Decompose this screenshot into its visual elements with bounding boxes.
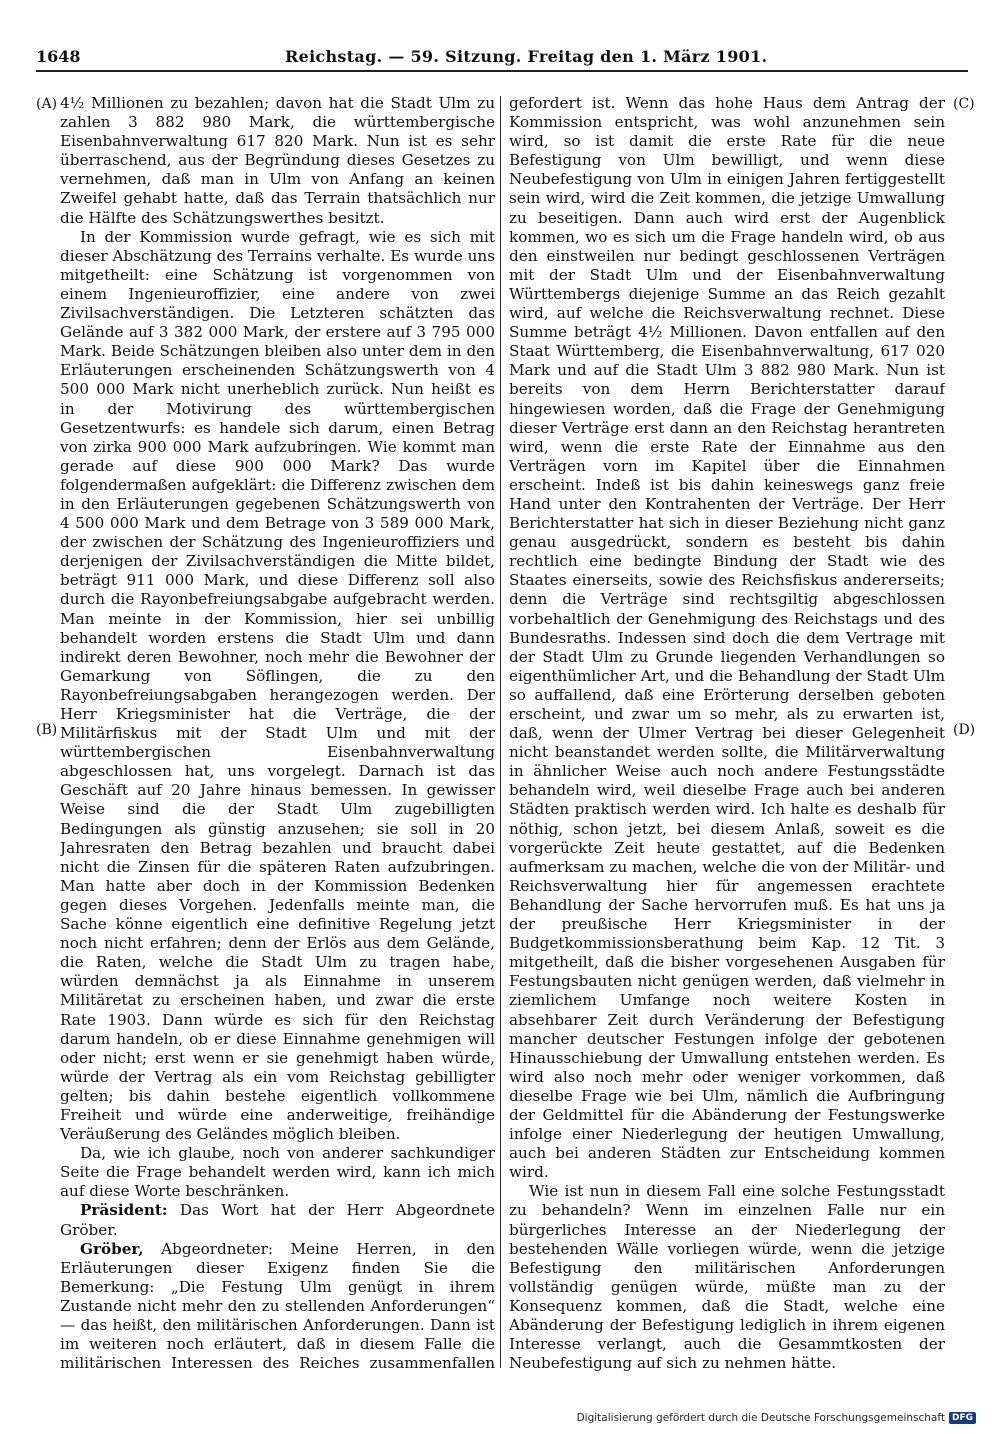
speech-text: Abgeordneter: Meine Herren, in den Erläuterungen dieser Exigenz finden Sie die Bemerkung: „Die Festung Ulm genügt in ihrem Zustande nicht mehr den zu stellenden Anforderungen“ — das heißt, den militärischen Anforderungen. Dann ist im weiteren noch erläutert, daß in diesem Falle die militärischen Interessen des Reiches zusammenfallen: [60, 1239, 495, 1372]
paragraph: Da, wie ich glaube, noch von anderer sachkundiger Seite die Frage behandelt werden wird, kann ich mich auf diese Worte beschränken.: [60, 1144, 495, 1201]
paragraph: Wie ist nun in diesem Fall eine solche Festungsstadt zu behandeln? Wenn im einzelnen Falle nur ein bürgerliches Interesse an der Niederlegung der bestehenden Wälle vorliegen würde, wenn die jetzige Befestigung den militärischen Anforderungen vollständig genügen würde, müßte man zu der Konsequenz kommen, daß die Stadt, welche eine Abänderung der Befestigung lediglich in ihrem eigenen Interesse verlangt, auch die Gesammtkosten der Neubefestigung auf sich zu nehmen hätte.: [509, 1182, 945, 1372]
paragraph: gefordert ist. Wenn das hohe Haus dem Antrag der Kommission entspricht, was wohl anzunehmen sein wird, so ist damit die erste Rate für die neue Befestigung von Ulm bewilligt, und wenn diese Neubefestigung von Ulm in einigen Jahren fertiggestellt sein wird, wird die Zeit kommen, die jetzige Umwallung zu beseitigen. Dann auch wird erst der Augenblick kommen, wo es sich um die Frage handeln wird, ob aus den einstweilen nur bedingt geschlossenen Verträgen mit der Stadt Ulm und der Eisenbahnverwaltung Württembergs diejenige Summe an das Reich gezahlt wird, auf welche die Reichsverwaltung rechnet. Diese Summe beträgt 4½ Millionen. Davon entfallen auf den Staat Württemberg, die Eisenbahnverwaltung, 617 020 Mark und auf die Stadt Ulm 3 882 980 Mark. Nun ist bereits von dem Herrn Berichterstatter darauf hingewiesen worden, daß die Frage der Genehmigung dieser Verträge erst dann an den Reichstag herantreten wird, wenn die erste Rate der Einnahme aus den Verträgen vorn im Kapitel über die Einnahmen erscheint. Indeß ist bis dahin keineswegs ganz freie Hand unter den Kontrahenten der Verträge. Der Herr Berichterstatter hat sich in dieser Beziehung nicht ganz genau ausgedrückt, sondern es besteht bis dahin rechtlich eine bedingte Bindung der Stadt wie des Staates einerseits, sowie des Reichsfiskus andererseits; denn die Verträge sind rechtsgiltig abgeschlossen vorbehaltlich der Genehmigung des Reichstags und des Bundesraths. Indessen sind doch die dem Vertrage mit der Stadt Ulm zu Grunde liegenden Verhandlungen so eigenthümlicher Art, und die Behandlung der Stadt Ulm so auffallend, daß eine Erörterung derselben geboten erscheint, und zwar um so mehr, als zu erwarten ist, daß, wenn der Ulmer Vertrag bei dieser Gelegenheit nicht beanstandet werden sollte, die Militärverwaltung in ähnlicher Weise auch noch andere Festungsstädte behandeln wird, weil dieselbe Frage auch bei anderen Städten praktisch werden wird. Ich halte es deshalb für nöthig, schon jetzt, bei diesem Anlaß, soweit es die vorgerückte Zeit heute gestattet, auf die Bedenken aufmerksam zu machen, welche die von der Militär- und Reichsverwaltung hier für angemessen erachtete Behandlung der Sache hervorrufen muß. Es hat uns ja der preußische Herr Kriegsminister in der Budgetkommissionsberathung beim Kap. 12 Tit. 3 mitgetheilt, daß die bisher vorgesehenen Ausgaben für Festungsbauten nicht genügen werden, daß vielmehr in ziemlichem Umfange noch weitere Kosten in absehbarer Zeit durch Veränderung der Befestigung mancher deutscher Festungen infolge der gebotenen Hinausschiebung der Umwallung entstehen werden. Es wird also noch mehr oder weniger vorkommen, daß dieselbe Frage wie bei Ulm, nämlich die Aufbringung der Geldmittel für die Abänderung der Festungswerke infolge einer Niederlegung der heutigen Umwallung, auch bei anderen Städten zur Entscheidung kommen wird.: [509, 94, 945, 1182]
margin-mark-b: (B): [36, 722, 58, 738]
right-column: [509, 94, 945, 1372]
header-rule: [36, 70, 968, 72]
page-number: 1648: [36, 47, 81, 66]
dfg-logo: DFG: [949, 1412, 976, 1424]
speaker-name: Gröber,: [80, 1239, 144, 1258]
left-column: [60, 94, 495, 1372]
speaker-paragraph: [60, 1201, 495, 1239]
column-divider: [500, 96, 501, 1368]
paragraph: 4½ Millionen zu bezahlen; davon hat die Stadt Ulm zu zahlen 3 882 980 Mark, die württembergische Eisenbahnverwaltung 617 820 Mark. Nun ist es sehr überraschend, aus der Begründung dieses Gesetzes zu vernehmen, daß man in Ulm von Anfang an keinen Zweifel gehabt hatte, daß das Terrain thatsächlich nur die Hälfte des Schätzungswerthes besitzt.: [60, 94, 495, 227]
running-header: Reichstag. — 59. Sitzung. Freitag den 1. März 1901.: [285, 47, 768, 66]
margin-mark-a: (A): [36, 96, 58, 112]
margin-mark-d: (D): [953, 722, 976, 738]
speaker-name: Präsident:: [80, 1201, 168, 1220]
footer: [577, 1412, 976, 1424]
margin-mark-c: (C): [953, 96, 975, 112]
footer-text: Digitalisierung gefördert durch die Deutsche Forschungsgemeinschaft: [576, 1412, 945, 1424]
paragraph: In der Kommission wurde gefragt, wie es sich mit dieser Abschätzung des Terrains verhalte. Es wurde uns mitgetheilt: eine Schätzung ist vorgenommen von einem Ingenieuroffizier, eine andere von zwei Zivilsachverständigen. Die Letzteren schätzten das Gelände auf 3 382 000 Mark, der erstere auf 3 795 000 Mark. Beide Schätzungen bleiben also unter dem in den Erläuterungen erscheinenden Schätzungswerth von 4 500 000 Mark nicht unerheblich zurück. Nun heißt es in der Motivirung des württembergischen Gesetzentwurfs: es handele sich darum, einen Betrag von zirka 900 000 Mark aufzubringen. Wie kommt man gerade auf diese 900 000 Mark? Das wurde folgendermaßen aufgeklärt: die Differenz zwischen dem in den Erläuterungen gegebenen Schätzungswerth von 4 500 000 Mark und dem Betrage von 3 589 000 Mark, der zwischen der Schätzung des Ingenieuroffiziers und derjenigen der Zivilsachverständigen die Mitte bildet, beträgt 911 000 Mark, und diese Differenz soll also durch die Rayonbefreiungsabgabe aufgebracht werden. Man meinte in der Kommission, hier sei unbillig behandelt worden erstens die Stadt Ulm und dann indirekt deren Bewohner, noch mehr die Bewohner der Gemarkung von Söflingen, die zu den Rayonbefreiungsabgaben herangezogen werden. Der Herr Kriegsminister hat die Verträge, die der Militärfiskus mit der Stadt Ulm und mit der württembergischen Eisenbahnverwaltung abgeschlossen hat, uns vorgelegt. Darnach ist das Geschäft auf 20 Jahre hinaus bemessen. In gewisser Weise sind die der Stadt Ulm zugebilligten Bedingungen als günstig anzusehen; sie soll in 20 Jahresraten den Betrag bezahlen und braucht dabei nicht die Zinsen für die späteren Raten aufzubringen. Man hatte aber doch in der Kommission Bedenken gegen dieses Vorgehen. Jedenfalls meinte man, die Sache könne eigentlich eine definitive Regelung jetzt noch nicht erfahren; denn der Erlös aus dem Gelände, die Raten, welche die Stadt Ulm zu tragen habe, würden demnächst ja als Einnahme in unserem Militäretat zu erscheinen haben, und zwar die erste Rate 1903. Dann würde es sich für den Reichstag darum handeln, ob er diese Einnahme genehmigen will oder nicht; erst wenn er sie genehmigt haben würde, würde der Vertrag als ein vom Reichstag gebilligter gelten; bis dahin bestehe eigentlich vollkommene Freiheit und würde eine anderweitige, freihändige Veräußerung des Geländes möglich bleiben.: [60, 227, 495, 1144]
speech-text: Das Wort hat der Herr Abgeordnete Gröber.: [60, 1201, 495, 1239]
speaker-paragraph: [60, 1240, 495, 1372]
